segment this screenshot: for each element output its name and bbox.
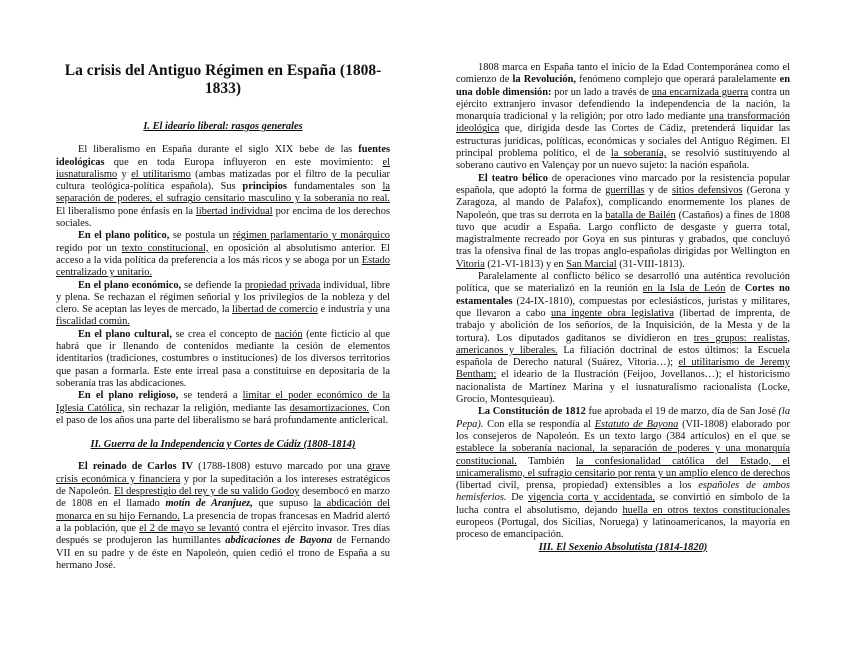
underlined-text-run: libertad individual	[195, 205, 273, 217]
text-run: fuentes ideológicas	[56, 144, 390, 168]
text-run: En el plano religioso,	[78, 390, 179, 402]
text-run: que, dirigida desde las Cortes de Cádiz, pretenderá liquidar las estructuras jurídicas, políticas, económicas y sociales del Antiguo Régimen. El principal problema político, el de	[456, 123, 790, 160]
text-run: La Constitución de 1812	[478, 406, 586, 418]
text-run: abdicaciones de Bayona	[225, 535, 333, 547]
underlined-text-run: sitios defensivos	[671, 184, 743, 196]
text-run: fundamentales son	[286, 181, 383, 193]
underlined-text-run: una ingente obra legislativa	[550, 307, 674, 319]
text-run: (libertad civil, prensa, propiedad) extensibles a los	[456, 480, 699, 492]
underlined-text-run: texto constitucional,	[121, 242, 209, 254]
text-run: se tenderá a	[178, 390, 243, 402]
text-run: fue aprobada el 19 de marzo, día de San José	[585, 406, 779, 418]
text-run: se postula un	[169, 230, 233, 242]
text-run: (31-VIII-1813).	[616, 258, 685, 270]
text-run: individual, libre y plena. Se rechazan el régimen señorial y los privilegios de la nobleza y del clero. Se aceptan las leyes de mercado, la	[56, 279, 390, 316]
underlined-text-run: Vitoria	[456, 258, 485, 270]
paragraph-teatro-belico	[456, 173, 790, 271]
left-column	[56, 0, 390, 572]
text-run: También	[516, 455, 576, 467]
text-run: Paralelamente al conflicto bélico se desarrolló una auténtica revolución política, que se materializó en la reunión	[456, 271, 790, 295]
paragraph-constitucion-1812	[456, 406, 790, 541]
text-run: y por la supeditación a los intereses estratégicos de Napoleón.	[56, 473, 390, 498]
underlined-text-run: batalla de Bailén	[605, 209, 676, 221]
section-heading-guerra-independencia: II. Guerra de la Independencia y Cortes de Cádiz (1808-1814)	[90, 439, 356, 451]
underlined-text-run: el utilitarismo de Jeremy Bentham;	[456, 357, 791, 381]
text-run: Cortes no estamentales	[456, 283, 790, 307]
underlined-text-run: desamortizaciones.	[289, 402, 369, 414]
text-run: El liberalismo pone énfasis en la	[56, 205, 196, 217]
text-run: De	[506, 492, 529, 504]
text-run: La filiación doctrinal de estos últimos: la Escuela española de Derecho natural (Suárez, Vitoria…);	[456, 344, 790, 369]
text-run: Con ella se respondía al	[483, 418, 595, 430]
text-run: contra el ejército invasor. Tres días después se produjeron las humillantes	[56, 522, 390, 547]
underlined-text-run: el iusnaturalismo	[56, 156, 390, 180]
underlined-text-run: régimen parlamentario y monárquico	[232, 230, 390, 242]
paragraph-reinado-carlos-iv	[56, 461, 390, 572]
paragraph-cortes-cadiz	[456, 271, 790, 406]
text-run: y	[117, 168, 132, 180]
underlined-text-run: grave crisis económica y financiera	[56, 461, 390, 485]
underlined-text-run: el 2 de mayo se levantó	[139, 522, 240, 534]
text-run: se resolvió sustituyendo al soberano cautivo en Valençay por un nuevo sujeto: la nación española.	[456, 148, 790, 172]
text-run: La presencia de tropas francesas en Madrid alertó a la población, que	[56, 510, 390, 534]
underlined-text-run: El desprestigio del rey y de su valido Godoy	[114, 486, 300, 498]
text-run: (VII-1808) elaborado por los consejeros de Napoleón. Es un texto largo (384 artículos) en el que se	[456, 418, 790, 442]
underlined-text-run: la soberanía,	[610, 148, 667, 160]
text-run: En el plano político,	[78, 230, 170, 242]
text-run: contra un ejército extranjero invasor defendiendo la independencia de la nación, la monarquía tradicional y la religión; por otro lado mediante	[456, 86, 791, 123]
text-run: regido por un	[56, 242, 122, 254]
text-run: por encima de los derechos sociales.	[56, 205, 390, 230]
text-run: por un lado a través de	[551, 86, 652, 98]
text-run: (ente ficticio al que habrá que ir llenando de contenidos mediante la cesión de elementos identitarios (tradiciones, costumbres o instituciones) de los diversos territorios que pasan a formarla. Este ente irreal pasa a constituirse en depositaria de la soberanía tras las abdicaciones.	[56, 328, 390, 389]
text-run: el ideario de la Ilustración (Feijoo, Jovellanos…); el historicismo nacionalista de Martínez Marina y el iusnaturalismo racionalista (Locke, Grocio, Montesquieau).	[456, 369, 790, 406]
text-run: Con el paso de los años una parte del liberalismo se hará profundamente anticlerical.	[56, 402, 390, 426]
paragraph-plano-religioso	[56, 390, 390, 427]
text-run: El liberalismo en España durante el siglo XIX bebe de las	[78, 144, 359, 156]
text-run: principios	[242, 181, 287, 193]
text-run: y de	[644, 184, 672, 196]
text-run: e industria y una	[317, 304, 391, 316]
text-run: (Gerona y Zaragoza, al mando de Palafox), complicando enormemente los planes de Napoleón, que tras su derrota en la	[456, 184, 790, 221]
text-run: En el plano económico,	[78, 279, 182, 291]
paragraph-plano-cultural	[56, 329, 390, 390]
right-column	[456, 0, 790, 554]
text-run: que supuso	[252, 498, 314, 510]
text-run: (la Pepa).	[456, 406, 791, 430]
text-run: europeos (Portugal, dos Sicilias, Noruega) y latinoamericanos, la mayoría en proceso de emancipación.	[456, 516, 790, 541]
text-run: desembocó en marzo de 1808 en el llamado	[56, 486, 391, 510]
underlined-text-run: San Marcial	[566, 258, 617, 270]
text-run: de Fernando VII en su padre y de éste en Napoleón, quien cedió el trono de España a su hermano José.	[56, 535, 390, 571]
text-run: en una doble dimensión:	[456, 74, 790, 98]
paragraph-plano-politico	[56, 230, 390, 279]
text-run: (Castaños) a fines de 1808 tuvo que acudir a España. Largo conflicto de desgaste y guerra total, magistralmente recreado por Goya en sus pinturas y grabados, que concluyó tras la ofensiva final de las tropas anglo-españolas dirigidas por Wellington en	[456, 209, 790, 258]
text-run: motín de Aranjuez,	[165, 498, 253, 510]
underlined-text-run: nación	[274, 328, 303, 340]
text-run: En el plano cultural,	[78, 328, 172, 340]
section-heading-sexenio-absolutista: III. El Sexenio Absolutista (1814-1820)	[538, 541, 708, 553]
page-title: La crisis del Antiguo Régimen en España (1808-1833)	[64, 62, 382, 97]
underlined-text-run: huella en otros textos constitucionales	[622, 504, 790, 516]
paragraph-plano-economico	[56, 280, 390, 329]
text-run: (21-VI-1813) y en	[484, 258, 567, 270]
text-run: El teatro bélico	[478, 172, 548, 184]
underlined-text-run: Estado centralizado y unitario.	[56, 254, 390, 279]
underlined-text-run: tres grupos: realistas, americanos y liberales.	[456, 332, 790, 356]
text-run: fenómeno complejo que operará paralelamente	[576, 74, 780, 86]
text-run: se crea el concepto de	[171, 328, 275, 340]
underlined-text-run: en la Isla de León	[642, 283, 726, 295]
underlined-text-run: libertad de comercio	[232, 304, 318, 316]
text-run: la Revolución,	[512, 74, 576, 86]
text-run: 1808 marca en España tanto el inicio de la Edad Contemporánea como el comienzo de	[456, 62, 790, 86]
text-run: que en toda Europa influyeron en este movimiento:	[104, 156, 383, 168]
underlined-text-run: una transformación ideológica	[456, 111, 791, 135]
underlined-text-run: propiedad privada	[244, 279, 321, 291]
underlined-text-run: vigencia corta y accidentada,	[528, 492, 655, 504]
paragraph-1808-revolucion	[456, 62, 790, 173]
underlined-text-run: limitar el poder económico de la Iglesia Católica,	[56, 390, 390, 414]
text-run: se defiende la	[181, 279, 245, 291]
text-run: (1788-1808) estuvo marcado por una	[193, 461, 367, 473]
underlined-text-run: la confesionalidad católica del Estado, el unicameralismo, el sufragio censitario por renta y un amplio elenco de derechos	[456, 455, 790, 479]
text-run: (24-IX-1810), compuestas por eclesiásticos, juristas y militares, que llevaron a cabo	[456, 295, 790, 319]
paragraph-fuentes-ideologicas	[56, 144, 390, 230]
text-run: (libertad de imprenta, de trabajo y abolición de los señoríos, de la Inquisición, de la Mesta y de la tortura). Los diputados gaditanos se dividieron en	[456, 307, 790, 344]
text-run: sin rechazar la religión, mediante las	[124, 402, 290, 414]
underlined-text-run: la abdicación del monarca en su hijo Fernando.	[56, 498, 390, 522]
text-run: El reinado de Carlos IV	[78, 461, 194, 473]
underlined-text-run: Estatuto de Bayona	[594, 418, 679, 430]
text-run: en oposición al absolutismo anterior. El acceso a la vida política da preferencia a los más ricos y se aboga por un	[56, 242, 390, 266]
underlined-text-run: el utilitarismo	[131, 168, 191, 180]
underlined-text-run: guerrillas	[605, 184, 645, 196]
text-run: de	[725, 283, 745, 295]
underlined-text-run: establece la soberanía nacional, la separación de poderes y una monarquía constitucional.	[456, 443, 790, 467]
underlined-text-run: fiscalidad común.	[56, 316, 130, 328]
section-heading-ideario: I. El ideario liberal: rasgos generales	[143, 121, 303, 132]
text-run: (ambas matizadas por el filtro de la peculiar cultura teológica-política española). Sus	[56, 168, 390, 193]
text-run: se convirtió en símbolo de la lucha contra el absolutismo, dejando	[456, 492, 791, 516]
underlined-text-run: una encarnizada guerra	[651, 86, 749, 98]
underlined-text-run: la separación de poderes, el sufragio censitario masculino y la soberanía no real.	[56, 181, 390, 205]
text-run: de operaciones vino marcado por la resistencia popular española, que adoptó la forma de	[456, 172, 790, 196]
text-run: españoles de ambos hemisferios.	[456, 480, 790, 504]
